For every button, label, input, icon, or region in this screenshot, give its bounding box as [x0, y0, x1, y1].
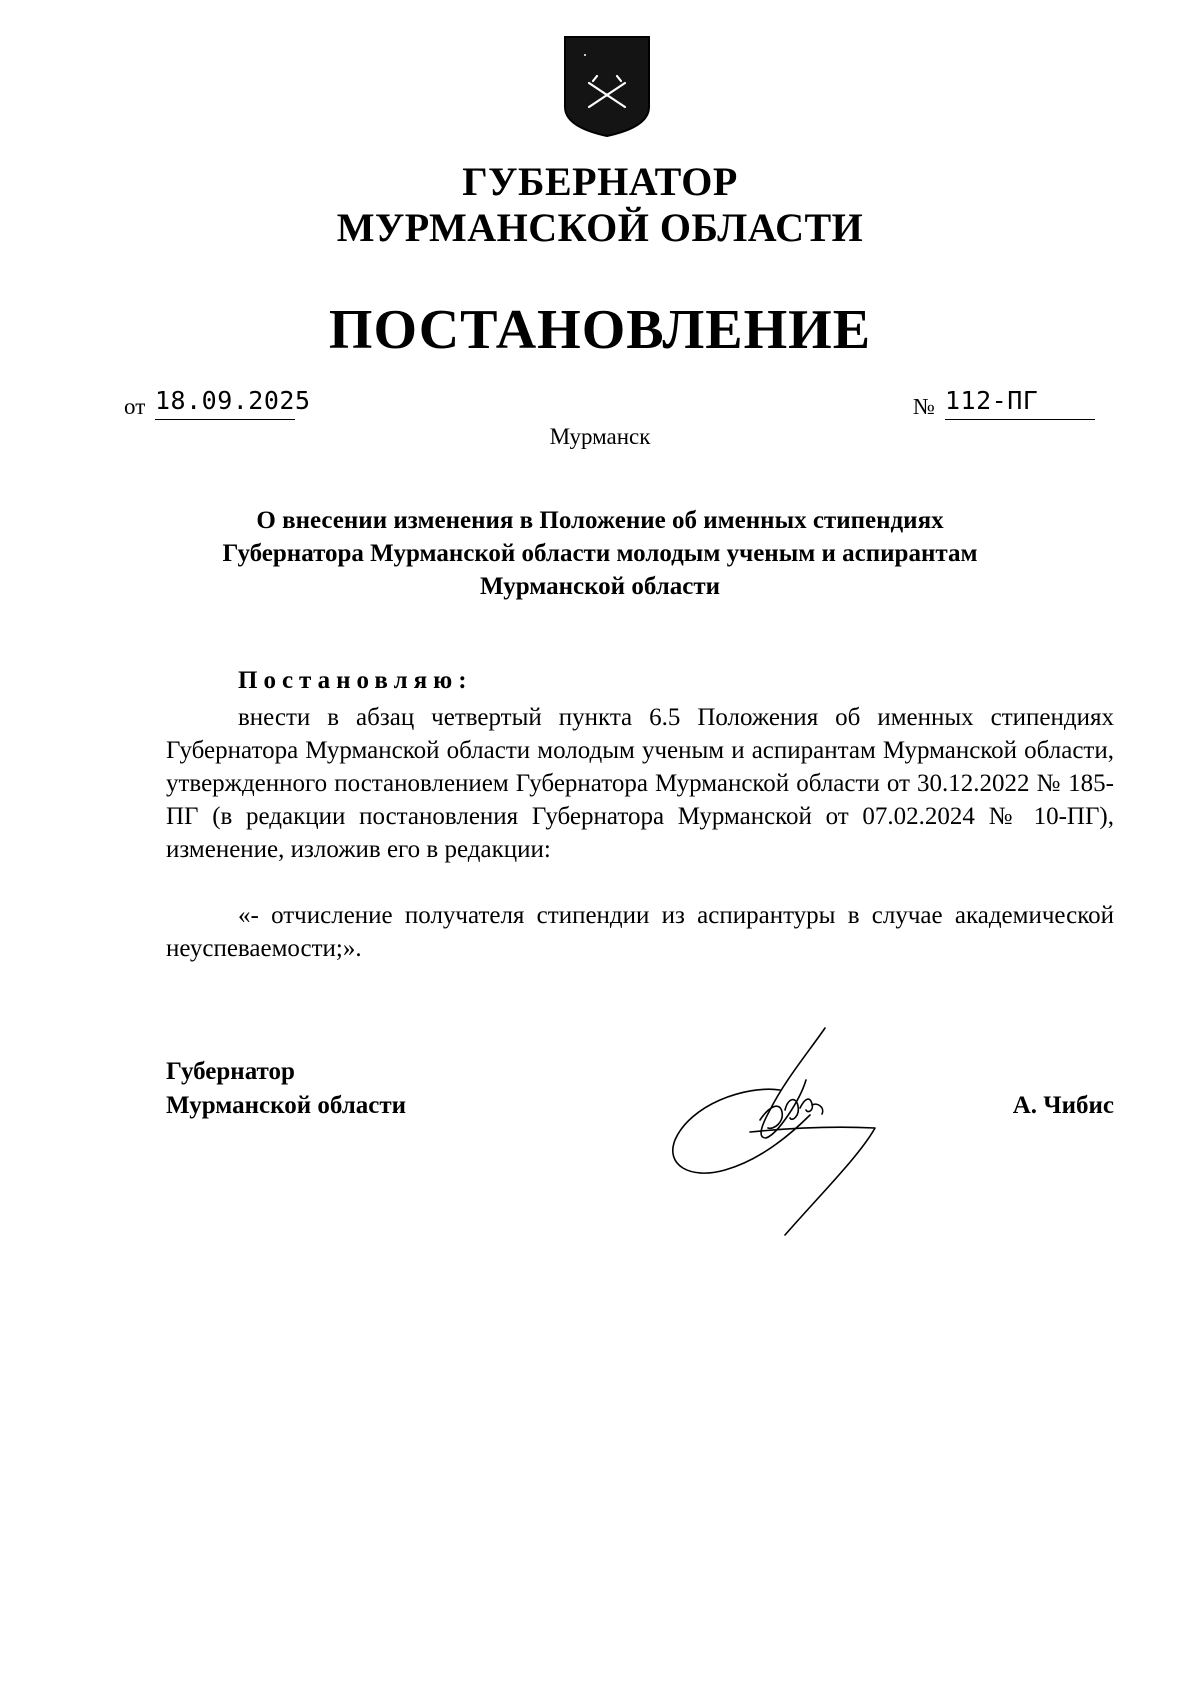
subject-line-2: Губернатора Мурманской области молодым ученым и аспирантам — [222, 540, 978, 567]
number-underline — [945, 419, 1095, 420]
date-label: от — [124, 394, 146, 419]
date-underline — [155, 419, 295, 420]
body-paragraph-1: внести в абзац четвертый пункта 6.5 Положения об именных стипендиях Губернатора Мурманской области молодым ученым и аспирантам Мурманской области, утвержденного постановлением Губернатора Мурманской области от 30.12.2022 № 185-ПГ (в редакции постановления Губернатора Мурманской от 07.02.2024 № 10-ПГ), изменение, изложив его в редакции: — [166, 704, 1114, 863]
document-number: 112-ПГ — [945, 386, 1039, 415]
authority-title-line-2: МУРМАНСКОЙ ОБЛАСТИ — [336, 205, 864, 250]
signatory-title — [166, 1055, 406, 1123]
signatory-title-line-2: Мурманской области — [166, 1092, 407, 1119]
subject-line-1: О внесении изменения в Положение об именных стипендиях — [256, 507, 944, 534]
coat-of-arms-icon — [563, 35, 651, 138]
document-date: 18.09.2025 — [155, 386, 311, 415]
subject-line-3: Мурманской области — [479, 573, 721, 600]
document-type: ПОСТАНОВЛЕНИЕ — [328, 299, 872, 361]
signatory-title-line-1: Губернатор — [166, 1058, 295, 1085]
body-paragraph-2: «- отчисление получателя стипендии из аспирантуры в случае академической неуспеваемости;». — [166, 902, 1114, 962]
document-subject — [0, 504, 1200, 603]
number-label: № — [913, 394, 935, 419]
handwritten-signature — [650, 1010, 910, 1260]
authority-title-line-1: ГУБЕРНАТОР — [462, 159, 738, 204]
resolve-heading: Постановляю: — [238, 667, 473, 694]
city: Мурманск — [549, 424, 651, 449]
signatory-name: А. Чибис — [1012, 1092, 1114, 1119]
